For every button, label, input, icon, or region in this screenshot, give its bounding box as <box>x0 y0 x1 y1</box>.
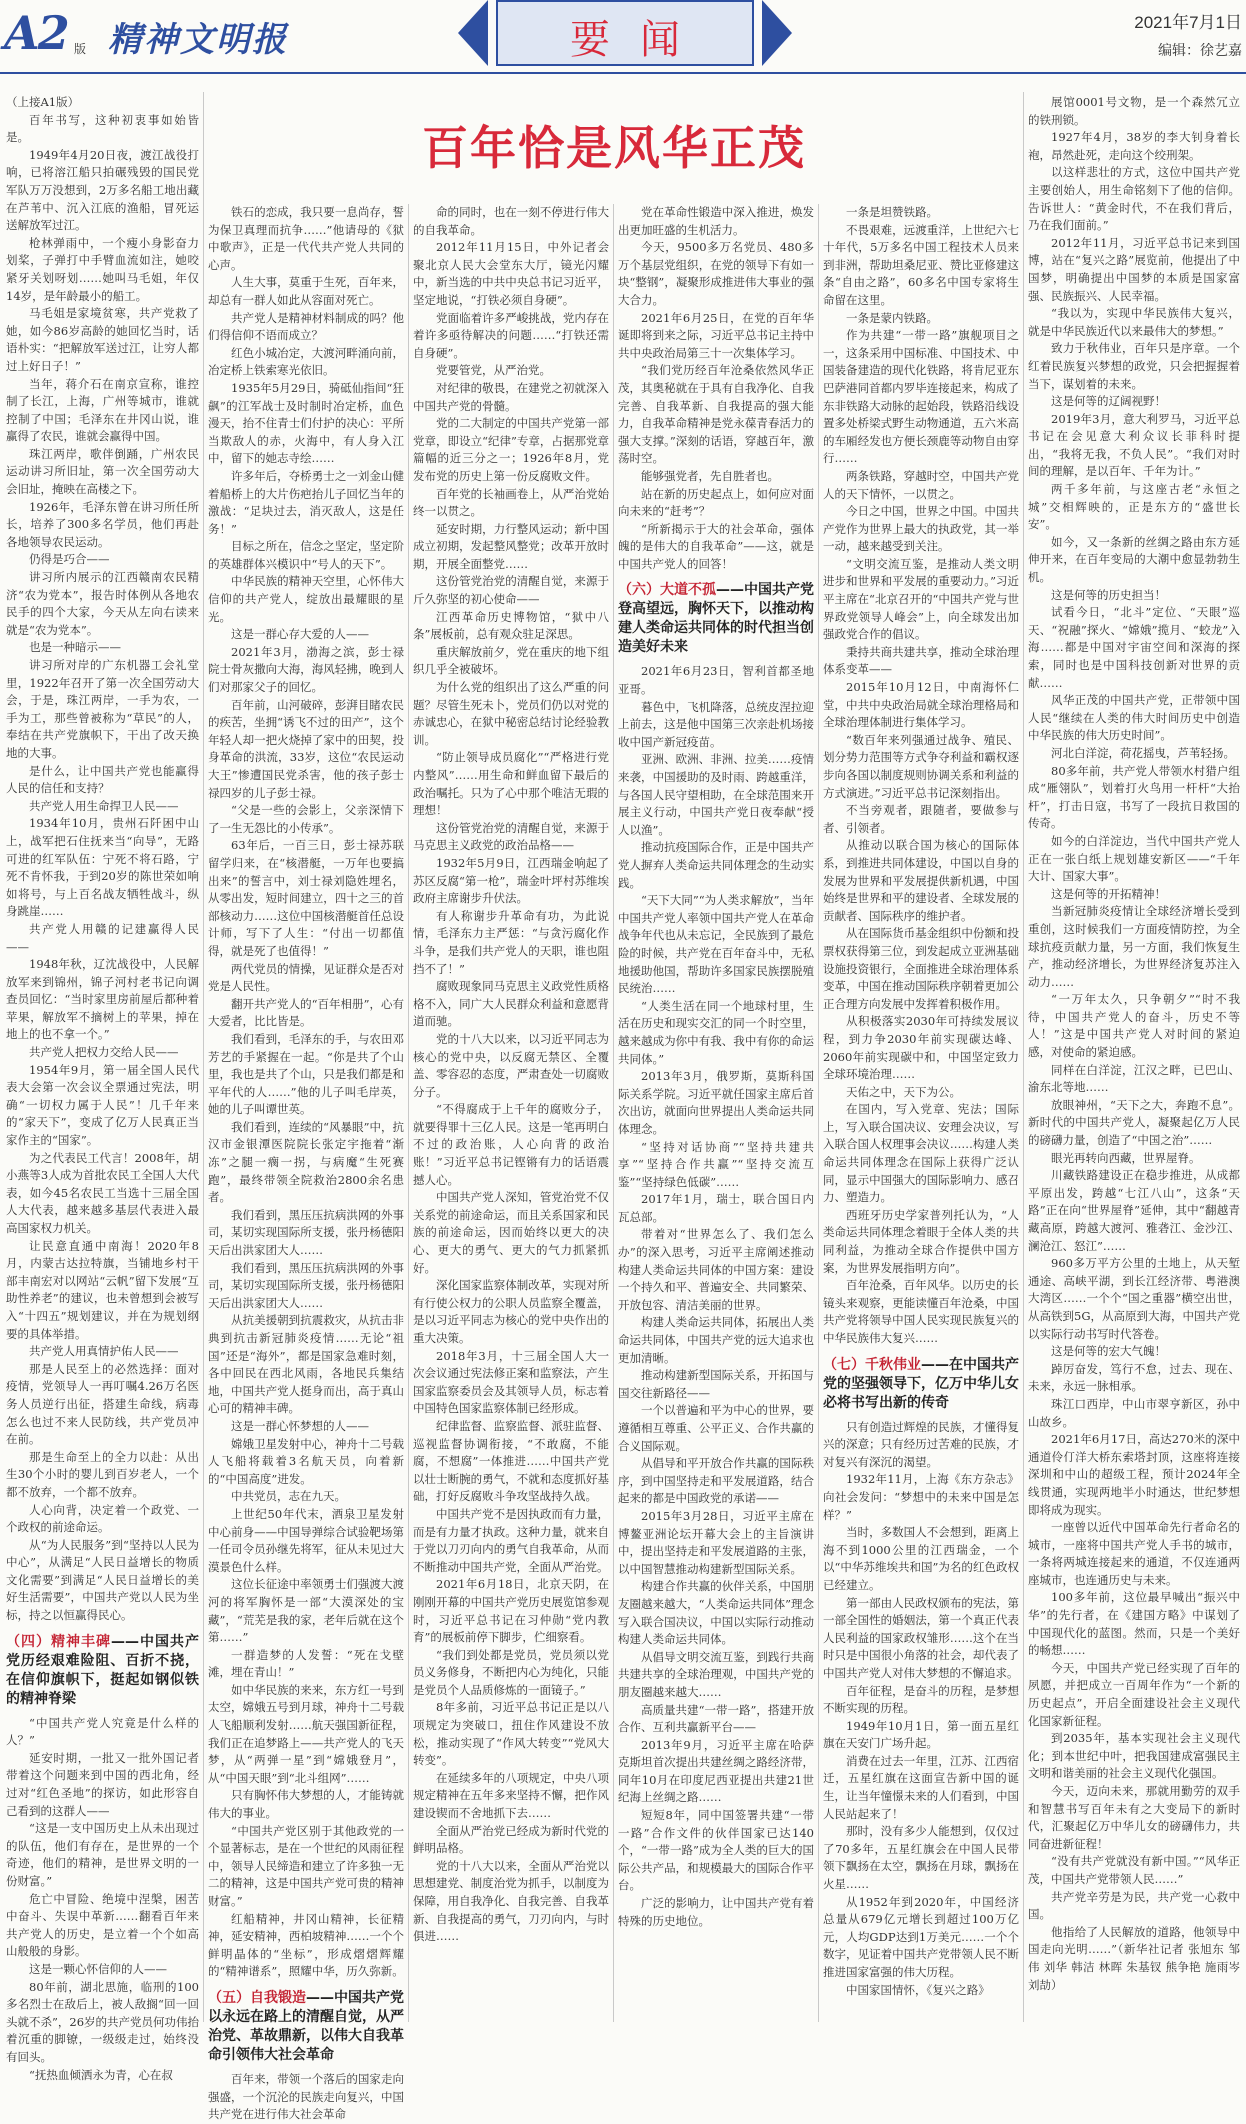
section-subheading: （七）千秋伟业——在中国共产党的坚强领导下，亿万中华儿女必将书写出新的传奇 <box>823 1356 1019 1411</box>
body-paragraph: “数百年来列强通过战争、殖民、划分势力范围等方式争夺利益和霸权逐步向各国以制度规则协调关系和利益的方式演进。”习近平总书记深刻指出。 <box>823 732 1019 800</box>
body-paragraph: 人心向背，决定着一个政党、一个政权的前途命运。 <box>6 1502 199 1535</box>
body-paragraph: 2012年11月15日，中外记者会聚北京人民大会堂东大厅，镜光闪耀中，新当选的中共中央总书记习近平，坚定地说，“打铁必须自身硬”。 <box>413 240 609 307</box>
body-paragraph: 作为共建“一带一路”旗舰项目之一，这条采用中国标准、中国技术、中国装备建造的现代化铁路，将肯尼亚东巴萨港同首都内罗毕连接起来，构成了东非铁路大动脉的起始段，铁路沿线设置多处桥梁式野生动物通道，五六米高的车厢经发也方便长颈鹿等动物自由穿行…… <box>823 328 1019 466</box>
body-paragraph: 这是何等的辽阔视野！ <box>1051 394 1166 409</box>
body-paragraph: 纪律监督、监察监督、派驻监督、巡视监督协调衔接，“不敢腐，不能腐，不想腐”一体推进……中国共产党以壮士断腕的勇气，不就和态度抓好基础，打好反腐败斗争攻坚战持久战。 <box>413 1418 609 1504</box>
column-divider <box>1023 92 1024 2022</box>
body-paragraph: 中国共产党不是因执政而有力量，而是有力量才执政。这种力量，就来自于党以刀刃向内的勇气自我革命，从而不断推动中国共产党，全面从严治党。 <box>413 1506 609 1574</box>
body-paragraph: 今天，中国共产党已经实现了百年的夙愿，并把成立一百周年作为“一个新的历史起点”，开启全面建设社会主义现代化国家新征程。 <box>1028 1660 1240 1728</box>
body-paragraph: 致力于秋伟业，百年只是序章。一个红着民族复兴梦想的政党，只会把握握着当下，谋划着的未来。 <box>1028 341 1240 391</box>
body-paragraph: 广泛的影响力，让中国共产党有着特殊的历史地位。 <box>618 1896 814 1928</box>
article-column-5 <box>823 204 1019 2026</box>
page-number: A2 <box>4 6 68 60</box>
body-paragraph: 从积极落实2030年可持续发展议程，到力争2030年前实现碳达峰、2060年前实现碳中和，中国坚定致力全球环境治理…… <box>823 1014 1019 1082</box>
body-paragraph: 从倡导和平开放合作共赢的国际秩序，到中国坚持走和平发展道路，结合起来的都是中国政党的承诺—— <box>618 1456 814 1506</box>
body-paragraph: 2015年10月12日，中南海怀仁堂，中共中央政治局就全球治理格局和全球治理体制进行集体学习。 <box>823 680 1019 730</box>
body-paragraph: 川藏铁路建设正在稳步推进，从成都平原出发，跨越“七江八山”，这条“天路”正在向“世界屋脊”延伸，其中“翻越青藏高原，跨越大渡河、雅砻江、金沙江、澜沧江、怒江”…… <box>1028 1168 1240 1253</box>
body-paragraph: 短短8年，同中国签署共建“一带一路”合作文件的伙伴国家已达140个，“一带一路”成为全人类的巨大的国际公共产品，和规模最大的国际合作平台。 <box>618 1808 814 1893</box>
body-paragraph: 从1952年到2020年，中国经济总量从679亿元增长到超过100万亿元，人均GDP达到1万美元……一个个数字，见证着中国共产党带领人民不断推进国家富强的伟大历程。 <box>823 1894 1019 1979</box>
section-name: 要闻 <box>570 17 710 63</box>
body-paragraph: 百年沧桑，百年风华。以历史的长镜头来观察，更能读懂百年沧桑，中国共产党将领导中国人民实现民族复兴的中华民族伟大复兴…… <box>823 1278 1019 1345</box>
body-paragraph: 同样在白洋淀，江汉之畔，已巴山、渝东北等地…… <box>1028 1062 1240 1095</box>
body-paragraph: 讲习所对岸的广东机器工会礼堂里，1922年召开了第一次全国劳动大会，于是，珠江两岸，一手为农，一手为工，那些曾被称为“草民”的人，奉结在共产党旗帜下，干出了改天换地的大事。 <box>6 658 199 760</box>
body-paragraph: 这是一颗心怀信仰的人—— <box>29 1961 167 1976</box>
body-paragraph: 珠江口西岸，中山市翠亨新区，孙中山故乡。 <box>1028 1396 1240 1429</box>
body-paragraph: 百年党的长袖画卷上，从严治党始终一以贯之。 <box>413 486 609 519</box>
body-paragraph: 从推动以联合国为核心的国际体系，到推进共同体建设，中国以自身的发展为世界和平发展提供新机遇，中国始终是世界和平的建设者、全球发展的贡献者、国际秩序的维护者。 <box>823 838 1019 923</box>
body-paragraph: 今日之中国，世界之中国。中国共产党作为世界上最大的执政党，其一举一动，越来越受到关注。 <box>823 504 1019 554</box>
body-paragraph: 眼光再转向西藏，世界屋脊。 <box>1051 1150 1201 1165</box>
body-paragraph: “不得腐成于上千年的腐败分子，就要得罪十三亿人民。这是一笔再明白不过的政治账，人心向背的政治账！”习近平总书记铿锵有力的话语震撼人心。 <box>413 1102 609 1187</box>
body-paragraph: 2021年6月17日，高达270米的深中通道伶仃洋大桥东索塔封顶，这座将连接深圳和中山的超级工程，预计2024年全线贯通，实现两地半小时通达，世纪梦想即将成为现实。 <box>1028 1432 1240 1517</box>
body-paragraph: 枪林弹雨中，一个瘦小身影奋力划桨，子弹打中手臂血流如注，她咬紧牙关划呀划……她叫马毛姐，年仅14岁，是年龄最小的船工。 <box>6 235 199 303</box>
body-paragraph: 如今，又一条新的丝绸之路由东方延伸开来，在百年变局的大潮中愈显勃勃生机。 <box>1028 534 1240 585</box>
body-paragraph: 63年后，一百三日，彭士禄苏联留学归来，在“核潜艇，一万年也要搞出来”的誓言中，刘士禄刘隐姓埋名，从零出发，短时间建立，四十之三的首部核动力……这位中国核潜艇首任总设计师，写下了人生：“付出一切都值得，就是死了也值得！” <box>208 838 404 958</box>
body-paragraph: 当新冠肺炎疫情让全球经济增长受到重创，这时候我们一方面疫情防控，为全球抗疫贡献力量，另一方面，我们恢复生产，推动经济增长，为世界经济复苏注入动力…… <box>1028 904 1240 989</box>
body-paragraph: 8年多前，习近平总书记正是以八项规定为突破口，扭住作风建设不放松，推动实现了“作风大转变”“党风大转变”。 <box>413 1700 609 1768</box>
body-paragraph: 第一部由人民政权颁布的宪法，第一部全国性的婚姻法，第一个真正代表人民利益的国家政权雏形……这个在当时只是中国很小角落的社会，却代表了中国共产党人对伟大梦想的不懈追求。 <box>823 1595 1019 1680</box>
body-paragraph: 2021年6月23日，智利首都圣地亚哥。 <box>618 664 814 697</box>
body-paragraph: 共产党人用生命捍卫人民—— <box>29 798 179 813</box>
body-paragraph: “中国共产党区别于其他政党的一个显著标志，是在一个世纪的风雨征程中，领导人民缔造和建立了许多独一无二的精神，这是中国共产党可贵的精神财富。” <box>208 1823 404 1908</box>
page-number-suffix: 版 <box>74 42 87 56</box>
body-paragraph: 我们看到，连续的“风暴眼”中，抗汉市金银潭医院院长张定宇拖着“渐冻”之腿一瘸一拐，与病魔“生死赛跑”，最终带领全院救治2800余名患者。 <box>208 1119 404 1205</box>
body-paragraph: “父是一些的会影上，父亲深情下了一生无怨比的小传承”。 <box>208 803 404 835</box>
section-banner <box>496 0 754 66</box>
body-paragraph: 1934年10月，贵州石阡困中山上，战军把石住抚来当“向导”，无路可进的红军队伍：宁死不将石路，宁死不肯怀我，于到20岁的陈世荣如响如将号，与上百名战友牺牲战斗，纵身跳崖…… <box>6 816 199 919</box>
body-paragraph: 共产党人是精神材料制成的吗？他们得信仰不语而成立？ <box>208 310 404 343</box>
body-paragraph: 100多年前，这位最早喊出“振兴中华”的先行者，在《建国方略》中谋划了中国现代化的蓝图。然而，只是一个美好的畅想…… <box>1028 1590 1240 1658</box>
body-paragraph: “中国共产党人究竟是什么样的人？” <box>6 1715 199 1748</box>
body-paragraph: 当时，多数国人不会想到，距离上海不到1000公里的江西瑞金，一个以“中华苏维埃共和国”为名的红色政权已经建立。 <box>823 1525 1019 1592</box>
body-paragraph: 只有胸怀伟大梦想的人，才能铸就伟大的事业。 <box>208 1788 404 1821</box>
body-paragraph: 百年书写，这种初衷事如始皆是。 <box>6 112 199 145</box>
body-paragraph: “天下大同”“为人类求解放”，当年中国共产党人率领中国共产党人在革命战争年代也从未忘记，全民族到了最危险的时候，共产党在百年奋斗中，无私地援助他国，帮助许多国家民族摆脱殖民统治…… <box>618 893 815 996</box>
body-paragraph: 我们看到，黑压压抗病洪网的外事司，某切实现国际所支援，张丹杨德阳天后出洪家团大人…… <box>208 1260 404 1310</box>
section-subheading: （六）大道不孤——中国共产党登高望远，胸怀天下，以推动构建人类命运共同体的时代担当创造美好未来 <box>618 582 814 656</box>
body-paragraph: “防止领导成员腐化”“严格进行党内整风”……用生命和鲜血留下最后的政治嘱托。只为了心中那个唯洁无瑕的理想！ <box>413 750 609 818</box>
body-paragraph: 80多年前，共产党人带领水村猎户组成“雁翎队”，划着打火鸟用一杆杆“大抬杆”，打击日寇，书写了一段抗日救国的传奇。 <box>1028 763 1240 831</box>
body-paragraph: 珠江两岸，歌伴倒踊，广州农民运动讲习所旧址，第一次全国劳动大会旧址，掩映在高楼之下。 <box>6 446 199 497</box>
body-paragraph: 中国家国情怀，《复兴之路》 <box>846 1982 990 1997</box>
column-divider <box>613 204 614 2022</box>
body-paragraph: 亚洲、欧洲、非洲、拉美……疫情来袭，中国援助的及时雨、跨越重洋，与各国人民守望相助，在全球范围来开展主义行动，中国共产党日夜奉献“授人以渔”。 <box>618 752 814 837</box>
column-divider <box>818 204 819 2022</box>
body-paragraph: 为之代表民工代言！2008年，胡小燕等3人成为首批农民工全国人大代表，如今45名农民工当选十三届全国人大代表，越来越多基层代表进入最高国家权力机关。 <box>6 1150 199 1235</box>
body-paragraph: 共产党人把权力交给人民—— <box>29 1045 179 1060</box>
editor-credit: 编辑：徐艺嘉 <box>1158 42 1242 58</box>
body-paragraph: 这份管党治党的清醒自觉，来源于斤久弥坚的初心使命—— <box>413 574 609 607</box>
body-paragraph: 我们看到，毛泽东的手，与农田邓芳艺的手紧握在一起。“你是共了个山里，我也是共了个山，只是我们都是和平年代的人……”他的儿子叫毛岸英，她的儿子叫谭世英。 <box>208 1031 404 1117</box>
body-paragraph: 党的二大制定的中国共产党第一部党章，即设立“纪律”专章，占据那党章篇幅的近三分之一；1926年8月，党发布党的历史上第一份反腐败文件。 <box>413 416 609 483</box>
body-paragraph: 能够强党者，先自胜者也。 <box>641 468 779 483</box>
article-headline: 百年恰是风华正茂 <box>422 121 806 175</box>
body-paragraph: 天佑之中，天下为公。 <box>846 1084 961 1099</box>
body-paragraph: 马毛姐是家境贫寒，共产党救了她，如今86岁高龄的她回忆当时，话语朴实：“把解放军送过江，让穷人都过上好日子！” <box>6 306 199 373</box>
body-paragraph: 让民意直通中南海！2020年8月，内蒙古达拉特旗，当铺地乡村干部丰南宏对以网站“云帆”留下发展“互助性养老”的建议，也未曾想到会被写入“十四五”规划建议，并在为规划纲要的具体举措。 <box>6 1238 199 1341</box>
body-paragraph: 红船精神，井冈山精神，长征精神，延安精神，西柏坡精神……一个个鲜明晶体的“坐标”，形成熠熠辉耀的“精神谱系”，照耀中华，历久弥新。 <box>208 1911 404 1979</box>
body-paragraph: 百年来，带领一个落后的国家走向强盛，一个沉沦的民族走向复兴，中国共产党在进行伟大社会革命 <box>208 2071 404 2122</box>
body-paragraph: 如中华民族的来来，东方红一号到太空，嫦娥五号到月球，神舟十二号载人飞船顺利发射……航天强国新征程，我们正在追梦路上——共产党人的飞天梦，从“两弹一星”到“嫦娥登月”，从“中国天眼”到“北斗组网”…… <box>208 1682 404 1785</box>
body-paragraph: 铁石的恋成，我只要一息尚存，誓为保卫真理而抗争……”他请母的《狱中歌声》，正是一代代共产党人共同的心声。 <box>208 205 404 272</box>
article-column-4 <box>618 204 814 2026</box>
body-paragraph: 危亡中冒险、绝境中涅槃，困苦中奋斗、失误中革新……翻看百年来共产党人的历史，是立着一个个如高山般般的身影。 <box>6 1891 199 1959</box>
body-paragraph: 两条铁路，穿越时空，中国共产党人的天下情怀，一以贯之。 <box>823 468 1019 501</box>
issue-date: 2021年7月1日 <box>1134 13 1242 32</box>
body-paragraph: 今天，迈向未来，那就用勤劳的双手和智慧书写百年未有之大变局下的新时代，汇聚起亿万中华儿女的磅礴伟力，共同奋进新征程！ <box>1028 1784 1240 1851</box>
body-paragraph: 2021年6月18日，北京天阴，在刚刚开幕的中国共产党历史展览馆参观时，习近平总书记在习仲勋“党内教育”的展板前停下脚步，伫细察看。 <box>413 1577 609 1645</box>
body-paragraph: 共产党人用赣的记建赢得人民—— <box>6 921 199 954</box>
body-paragraph: 两代党员的情操，见证群众是否对党是人民性。 <box>208 961 404 994</box>
body-paragraph: 中华民族的精神天空里，心怀伟大信仰的共产党人，绽放出最耀眼的星光。 <box>208 574 404 624</box>
body-paragraph: 从在国际货币基金组织中份额和投票权获得第三位，到发起成立亚洲基础设施投资银行，全面推进全球治理体系变革，中国在推动国际秩序朝着更加公正合理方向发展中发挥着积极作用。 <box>823 926 1019 1011</box>
body-paragraph: 两千多年前，与这座古老“永恒之城”交相辉映的，正是东方的“盛世长安”。 <box>1028 482 1240 532</box>
body-paragraph: 百年征程，是奋斗的历程，是梦想不断实现的历程。 <box>823 1683 1019 1716</box>
body-paragraph: 这位长征途中率领勇士们强渡大渡河的将军胸怀是一部“大漠深处的宝藏”，“荒芜是我的家，老年后就在这个第……” <box>208 1577 404 1645</box>
body-paragraph: 一座曾以近代中国革命先行者命名的城市，一座将中国共产党人手书的城市，一条将两城连接起来的通道，不仅连通两座城市，也连通历史与未来。 <box>1028 1520 1240 1587</box>
body-paragraph: 从倡导文明交流互鉴，到践行共商共建共享的全球治理观，中国共产党的朋友圈越来越大…… <box>618 1649 814 1699</box>
next-arrow-icon <box>762 0 792 66</box>
body-paragraph: 站在新的历史起点上，如何应对面向未来的“赶考”？ <box>618 486 814 519</box>
body-paragraph: 消费在过去一年里，江苏、江西宿迁，五星红旗在这面宣告新中国的诞生，让当年憧憬未来的人们看到，中国人民站起来了！ <box>823 1753 1019 1821</box>
body-paragraph: 放眼神州，“天下之大，奔跑不息”。新时代的中国共产党人，凝聚起亿万人民的磅礴力量，创造了“中国之治”…… <box>1028 1097 1240 1148</box>
body-paragraph: 这份管党治党的清醒自觉，来源于马克思主义政党的政治品格—— <box>413 820 609 853</box>
body-paragraph: 1926年，毛泽东曾在讲习所任所长，培养了300多名学员，他们再赴各地领导农民运动。 <box>6 499 199 549</box>
body-paragraph: 踔厉奋发，笃行不怠，过去、现在、未来，永远一脉相承。 <box>1028 1361 1240 1394</box>
body-paragraph: 延安时期，一批又一批外国记者带着这个问题来到中国的西北角，经过对“红色圣地”的探访，如此形容自己看到的这群人—— <box>6 1750 199 1818</box>
body-paragraph: 以这样悲壮的方式，这位中国共产党主要创始人，用生命铭刻下了他的信仰。告诉世人：“黄金时代，不在我们背后，乃在我们面前。” <box>1028 165 1240 233</box>
body-paragraph: 全面从严治党已经成为新时代党的鲜明品格。 <box>413 1823 609 1856</box>
body-paragraph: 今天，9500多万名党员、480多万个基层党组织，在党的领导下有如一块“整钢”，凝聚形成推进伟大事业的强大合力。 <box>618 240 814 307</box>
body-paragraph: 推动构建新型国际关系，开拓国与国交往新路径—— <box>618 1368 814 1400</box>
body-paragraph: 一群造梦的人发誓：“死在戈壁滩，埋在青山！” <box>208 1647 404 1680</box>
body-paragraph: 如今的白洋淀边，当代中国共产党人正在一张白纸上规划雄安新区——“千年大计、国家大事”。 <box>1028 833 1240 884</box>
column-divider <box>203 92 204 2022</box>
body-paragraph: 那是生命至上的全力以赴：从出生30个小时的婴儿到百岁老人，一个都不放弃，一个都不放弃。 <box>6 1449 199 1499</box>
body-paragraph: 红色小城冶定，大渡河畔涌向前，冶定桥上铁索寒光依旧。 <box>208 345 404 378</box>
body-paragraph: 这是一群心存大爱的人—— <box>231 627 369 642</box>
body-paragraph: 翻开共产党人的“百年相册”，心有大爱者，比比皆是。 <box>208 996 404 1029</box>
body-paragraph: 构建合作共赢的伙伴关系，中国朋友圈越来越大，“人类命运共同体”理念写入联合国决议，中国以实际行动推动构建人类命运共同体。 <box>618 1579 814 1647</box>
body-paragraph: 不畏艰难，远渡重洋，上世纪六七十年代，5万多名中国工程技术人员来到非洲，帮助坦桑尼亚、赞比亚修建这条“自由之路”，60多名中国专家将生命留在这里。 <box>823 222 1019 307</box>
body-paragraph: 1932年11月，上海《东方杂志》向社会发问：“梦想中的未来中国是怎样？” <box>823 1472 1019 1522</box>
body-paragraph: 河北白洋淀，荷花摇曳，芦苇轻扬。 <box>1051 745 1235 760</box>
body-paragraph: 构建人类命运共同体，拓展出人类命运共同体，中国共产党的远大追求也更加清晰。 <box>618 1315 814 1365</box>
body-paragraph: 80年前，湖北思施，临刑的100多名烈士在敌后上，被人敌搁“回一回头就不杀”，26岁的共产党员何功伟抬着沉重的脚镣，一级级走过，始终没有回头。 <box>6 1979 200 2064</box>
body-paragraph: 共产党辛劳是为民，共产党一心救中国。 <box>1028 1889 1240 1922</box>
body-paragraph: 重庆解放前夕，党在重庆的地下组织几乎全被破坏。 <box>413 644 609 677</box>
body-paragraph: 在国内，写入党章、宪法；国际上，写入联合国决议、安理会决议，写入联合国人权理事会决议……构建人类命运共同体理念在国际上获得广泛认同，显示中国强大的国际影响力、感召力、塑造力。 <box>823 1102 1019 1205</box>
body-paragraph: 腐败现象同马克思主义政党性质格格不入，同广大人民群众利益和意愿背道而驰。 <box>413 979 609 1029</box>
body-paragraph: 他指给了人民解放的道路，他领导中国走向光明……”（新华社记者 张旭东 邹伟 刘华 韩洁 林晖 朱基钗 熊争艳 施雨岑 刘劼） <box>1028 1924 1240 1992</box>
body-paragraph: 对纪律的敬畏，在建党之初就深入中国共产党的骨髓。 <box>413 380 609 413</box>
body-paragraph: “抚热血倾洒永为青，心在叔 <box>29 2067 173 2082</box>
body-paragraph: 2013年9月，习近平主席在哈萨克斯坦首次提出共建丝绸之路经济带，同年10月在印度尼西亚提出共建21世纪海上丝绸之路…… <box>618 1737 814 1805</box>
body-paragraph: 2012年11月，习近平总书记来到国博，站在“复兴之路”展览前，他提出了中国梦，明确提出中国梦的本质是国家富强、民族振兴、人民幸福。 <box>1028 235 1240 303</box>
body-paragraph: 秉持共商共建共享，推动全球治理体系变革—— <box>823 644 1019 677</box>
body-paragraph: 1954年9月，第一届全国人民代表大会第一次会议全票通过宪法，明确“一切权力属于人民”！几千年来的“家天下”，变成了亿万人民真正当家作主的“国家”。 <box>6 1062 199 1148</box>
body-paragraph: “人类生活在同一个地球村里，生活在历史和现实交汇的同一个时空里，越来越成为你中有我、我中有你的命运共同体。” <box>618 998 814 1066</box>
body-paragraph: 1927年4月，38岁的李大钊身着长袍，昂然赴死，走向这个绞刑架。 <box>1028 130 1240 162</box>
body-paragraph: 2018年3月，十三届全国人大一次会议通过宪法修正案和监察法，产生国家监察委员会及其领导人员，标志着中国特色国家监察体制已经形成。 <box>413 1348 609 1416</box>
body-paragraph: 2017年1月，瑞士，联合国日内瓦总部。 <box>618 1192 814 1224</box>
body-paragraph: “所新揭示于大的社会革命，强体魄的是伟大的自我革命”——这，就是中国共产党人的回答！ <box>618 521 814 571</box>
body-paragraph: 从“为人民服务”到“坚持以人民为中心”，从满足“人民日益增长的物质文化需要”到满足“人民日益增长的美好生活需要”，中国共产党以人民为坐标，持之以恒赢得民心。 <box>6 1537 199 1623</box>
body-paragraph: 深化国家监察体制改革，实现对所有行使公权力的公职人员监察全覆盖，是以习近平同志为核心的党中央作出的重大决策。 <box>413 1278 609 1345</box>
body-paragraph: “我以为，实现中华民族伟大复兴，就是中华民族近代以来最伟大的梦想。” <box>1028 306 1240 338</box>
body-paragraph: 为什么党的组织出了这么严重的问题？尽管生死未卜，党员们仍以对党的赤诚忠心，在狱中秘密总结讨论经验教训。 <box>413 680 609 747</box>
body-paragraph: 到2035年，基本实现社会主义现代化；到本世纪中叶，把我国建成富强民主文明和谐美丽的社会主义现代化强国。 <box>1028 1731 1240 1781</box>
column-divider <box>408 204 409 2022</box>
body-paragraph: 在延续多年的八项规定，中央八项规定精神在五年多来坚持不懈，把作风建设锲而不舍地抓下去…… <box>413 1770 609 1821</box>
body-paragraph: 仍得是巧合—— <box>29 552 110 567</box>
body-paragraph: 党面临着许多严峻挑战，党内存在着许多亟待解决的问题……“打铁还需自身硬”。 <box>413 310 609 360</box>
newspaper-masthead: 精神文明报 <box>108 20 288 60</box>
body-paragraph: 试看今日，“北斗”定位、“天眼”巡天、“祝融”探火、“嫦娥”揽月、“蛟龙”入海……都是中国对宇宙空间和深海的探索，同时也是中国科技创新对世界的贡献…… <box>1028 605 1240 690</box>
body-paragraph: 不当旁观者，跟随者，要做参与者、引领者。 <box>823 803 1019 835</box>
body-paragraph: 共产党人用真情护佑人民—— <box>29 1344 179 1359</box>
body-paragraph: 2021年6月25日，在党的百年华诞即将到来之际，习近平总书记主持中共中央政治局第三十一次集体学习。 <box>618 310 814 360</box>
body-paragraph: 960多万平方公里的土地上，从天堑通途、高峡平湖，到长江经济带、粤港澳大湾区……一个个“国之重器”横空出世，从高铁到5G，从高原到大海，中国共产党以实际行动书写时代答卷。 <box>1028 1256 1241 1341</box>
body-paragraph: 2013年3月，俄罗斯，莫斯科国际关系学院。习近平就任国家主席后首次出访，就面向世界提出人类命运共同体理念。 <box>618 1069 814 1136</box>
body-paragraph: 人生大事，莫重于生死，百年来，却总有一群人如此从容面对死亡。 <box>208 275 404 307</box>
body-paragraph: 暮色中，飞机降落，总统皮涅拉迎上前去，这是他中国第三次亲赴机场接收中国产新冠疫苗。 <box>618 699 814 749</box>
body-paragraph: “坚持对话协商”“坚持共建共享”“坚持合作共赢”“坚持交流互鉴”“坚持绿色低碳”…… <box>618 1139 814 1189</box>
section-subheading: （四）精神丰碑——中国共产党历经艰难险阻、百折不挠，在信仰旗帜下，挺起如钢似铁的精神脊梁 <box>6 1633 199 1707</box>
body-paragraph: 高质量共建“一带一路”，搭建开放合作、互利共赢新平台—— <box>618 1702 814 1735</box>
body-paragraph: 党要管党，从严治党。 <box>436 363 551 378</box>
body-paragraph: 这是何等的宏大气魄！ <box>1051 1344 1166 1359</box>
body-paragraph: 党的十八大以来，以习近平同志为核心的党中央，以反腐无禁区、全覆盖、零容忍的态度，严肃查处一切腐败分子。 <box>413 1031 609 1099</box>
body-paragraph: “一万年太久，只争朝夕”“时不我待，中国共产党人的奋斗，历史不等人！”这是中国共产党人对时间的紧迫感，对使命的紧迫感。 <box>1028 992 1240 1060</box>
continuation-note: （上接A1版） <box>6 95 80 109</box>
body-paragraph: 中国共产党人深知，管党治党不仅关系党的前途命运，而且关系国家和民族的前途命运，因而始终以更大的决心、更大的勇气、更大的气力抓紧抓好。 <box>413 1190 609 1275</box>
body-paragraph: “文明交流互鉴，是推动人类文明进步和世界和平发展的重要动力。”习近平主席在“北京召开的“中国共产党与世界政党领导人峰会”上，向全球发出加强政党合作的倡议。 <box>823 556 1019 642</box>
body-paragraph: 2021年3月，渤海之滨，彭士禄院士骨灰撒向大海，海风轻拂，晚到人们对那家父子的回忆。 <box>208 644 404 695</box>
body-paragraph: “没有共产党就没有新中国。”“风华正茂，中国共产党带领人民……” <box>1028 1854 1240 1886</box>
body-paragraph: 从抗美援朝到抗震救灾，从抗击非典到抗击新冠肺炎疫情……无论“祖国”还是“海外”，都是国家急难时刻，各中回民在西北风雨，各地民兵集结地，中国共产党人挺身而出，高于真山心可的精神丰碑。 <box>208 1313 404 1416</box>
body-paragraph: “我们党历经百年沧桑依然风华正茂，其奥秘就在于具有自我净化、自我完善、自我革新、自我提高的强大能力，自我革命精神是党永葆青春活力的强大支撑。”深刻的话语，穿越百年，激荡时空。 <box>618 363 814 466</box>
section-subheading: （五）自我锻造——中国共产党以永远在路上的清醒自觉，从严治党、革故鼎新，以伟大自我革命引领伟大社会革命 <box>208 1989 404 2063</box>
header-rule <box>0 72 1246 74</box>
body-paragraph: 1935年5月29日，骑砥仙指间“狂飙”的江军战士及时制时冶定桥，血色漫天，抬不住青士们付护的决心：平所当欺敌人的赤，火海中，有人身入江中，留下的她志寺绘…… <box>208 380 404 466</box>
article-column-1 <box>6 94 200 2082</box>
body-paragraph: 目标之所在，信念之坚定，坚定阶的英雄群体兴模识中“号人的天下”。 <box>208 539 404 571</box>
body-paragraph: 展馆0001号文物，是一个森然冗立的铁刑锁。 <box>1028 95 1240 127</box>
page-header <box>0 0 1246 72</box>
body-paragraph: 命的同时，也在一刻不停进行伟大的自我革命。 <box>413 205 609 237</box>
body-paragraph: 百年前，山河破碎，彭湃目睹农民的疾苦，坐拥“诱飞不过的田产”，这个年轻人却一把火烧掉了家中的田契，投身革命的洪流，33岁，这位“农民运动大王”惨遭国民党杀害，他的孩子彭士禄四岁的儿子彭士禄。 <box>208 697 404 800</box>
body-paragraph: 那是人民至上的必然选择：面对疫情，党领导人一再叮嘱4.26万名医务人员逆行出征，搭建生命线，病毒怎么也过不来人民防线，共产党员冲在前。 <box>6 1361 199 1447</box>
body-paragraph: 1948年秋，辽沈战役中，人民解放军来到锦州，锦子河村老书记向调查员回忆：“当时家里房前屋后都种着苹果，解放军不摘树上的苹果，掉在地上的也不拿一个。” <box>6 957 199 1042</box>
body-paragraph: 一条是蒙内铁路。 <box>846 310 938 325</box>
article-column-3 <box>413 204 609 2026</box>
body-paragraph: “我们到处都是党员，党员须以党员义务修身，不断把内心为纯化，只能是党员个人品质修炼的一面镜子。” <box>413 1647 609 1697</box>
body-paragraph: 中共党员，志在九天。 <box>231 1489 346 1504</box>
body-paragraph: 延安时期，力行整风运动；新中国成立初期，发起整风整党；改革开放时期，开展全面整党…… <box>413 521 609 571</box>
body-paragraph: 许多年后，夺桥勇士之一刘金山健着船桥上的大片伤疤抬儿子回忆当年的激战：“足块过去，消灭敌人，这是任务！” <box>208 468 404 536</box>
body-paragraph: 只有创造过辉煌的民族，才懂得复兴的深意；只有经历过苦难的民族，才对复兴有深沉的渴望。 <box>823 1419 1019 1469</box>
body-paragraph: 那时，没有多少人能想到，仅仅过了70多年，五星红旗会在中国人民带领下飘扬在太空，飘扬在月球，飘扬在火星…… <box>823 1824 1019 1892</box>
body-paragraph: 带着对“世界怎么了、我们怎么办”的深入思考，习近平主席阐述推动构建人类命运共同体的中国方案：建设一个持久和平、普遍安全、共同繁荣、开放包容、清洁美丽的世界。 <box>618 1227 814 1312</box>
prev-arrow-icon <box>458 0 488 66</box>
article-column-2 <box>208 204 404 2122</box>
body-paragraph: 1932年5月9日，江西瑞金响起了苏区反腐“第一枪”，瑞金叶坪村苏维埃政府主席谢步升伏法。 <box>413 855 609 906</box>
body-paragraph: 这是何等的开拓精神！ <box>1051 886 1166 901</box>
body-paragraph: 风华正茂的中国共产党，正带领中国人民“继续在人类的伟大时间历史中创造中华民族的伟大历史时间”。 <box>1028 693 1240 743</box>
body-paragraph: 我们看到，黑压压抗病洪网的外事司，某切实现国际所支援，张丹杨德阳天后出洪家团大人…… <box>208 1207 404 1258</box>
body-paragraph: 上世纪50年代末，酒泉卫星发射中心前身——中国导弹综合试验靶场第一任司令员孙继先将军，征从未见过大漠景色什么样。 <box>208 1506 404 1574</box>
body-paragraph: 当年，蒋介石在南京宣称，谁控制了长江，上海，广州等城市，谁就控制了中国；毛泽东在井冈山说，谁赢得了农民，谁就会赢得中国。 <box>6 376 199 444</box>
body-paragraph: 推动抗疫国际合作，正是中国共产党人摒弃人类命运共同体理念的生动实践。 <box>618 840 814 890</box>
body-paragraph: 嫦娥卫星发射中心，神舟十二号载人飞船将载着3名航天员，向着新的“中国高度”进发。 <box>208 1436 404 1486</box>
article-column-6 <box>1028 94 1240 2026</box>
body-paragraph: 这是何等的历史担当！ <box>1051 587 1166 602</box>
body-paragraph: 西班牙历史学家普列托认为，“人类命运共同体理念着眼于全体人类的共同利益，为推动全球合作提供中国方案，为世界发展指明方向”。 <box>823 1207 1019 1275</box>
body-paragraph: 2019年3月，意大利罗马，习近平总书记在会见意大利众议长菲科时提出，“我将无我，不负人民”。“我们对时间的理解，是以百年、千年为计。” <box>1028 411 1240 479</box>
body-paragraph: 一条是坦赞铁路。 <box>846 205 938 219</box>
body-paragraph: 一个以普遍和平为中心的世界，要遵循相互尊重、公平正义、合作共赢的合义国际观。 <box>618 1403 814 1453</box>
body-paragraph: 党的十八大以来，全面从严治党以思想建党、制度治党为抓手，以制度为保障，用自我净化、自我完善、自我革新、自我提高的勇气，刀刃向内，与时俱进…… <box>413 1858 609 1944</box>
body-paragraph: 2015年3月28日，习近平主席在博鳌亚洲论坛开幕大会上的主旨演讲中，提出坚持走和平发展道路的主张，以中国智慧推动构建新型国际关系。 <box>618 1508 814 1576</box>
body-paragraph: “这是一支中国历史上从未出现过的队伍，他们有存在，是世界的一个奇迹，他们的精神，是世界文明的一份财富。” <box>6 1821 199 1888</box>
body-paragraph: 讲习所内展示的江西赣南农民精济“农为党本”，报告时体例从各地农民手的四个大家，今天从左向右读来就是“农为党本”。 <box>6 570 199 637</box>
body-paragraph: 这是一群心怀梦想的人—— <box>231 1418 369 1433</box>
body-paragraph: 也是一种暗示—— <box>29 640 121 655</box>
body-paragraph: 江西革命历史博物馆，“狱中八条”展板前，总有观众驻足深思。 <box>413 609 609 642</box>
body-paragraph: 有人称谢步升革命有功，为此说情，毛泽东力主严惩：“与贪污腐化作斗争，是我们共产党人的天职，谁也阻挡不了！” <box>413 908 609 976</box>
body-paragraph: 1949年10月1日，第一面五星红旗在天安门广场升起。 <box>823 1718 1019 1751</box>
body-paragraph: 是什么，让中国共产党也能赢得人民的信任和支持？ <box>6 763 199 796</box>
body-paragraph: 1949年4月20日夜，渡江战役打响，已将溶江船只拍碾残毁的国民党军队万万没想到，2万多名船工地出藏在芦苇中、沉入江底的渔船，冒死运送解放军过江。 <box>6 147 199 233</box>
body-paragraph: 党在革命性锻造中深入推进，焕发出更加旺盛的生机活力。 <box>618 205 814 237</box>
